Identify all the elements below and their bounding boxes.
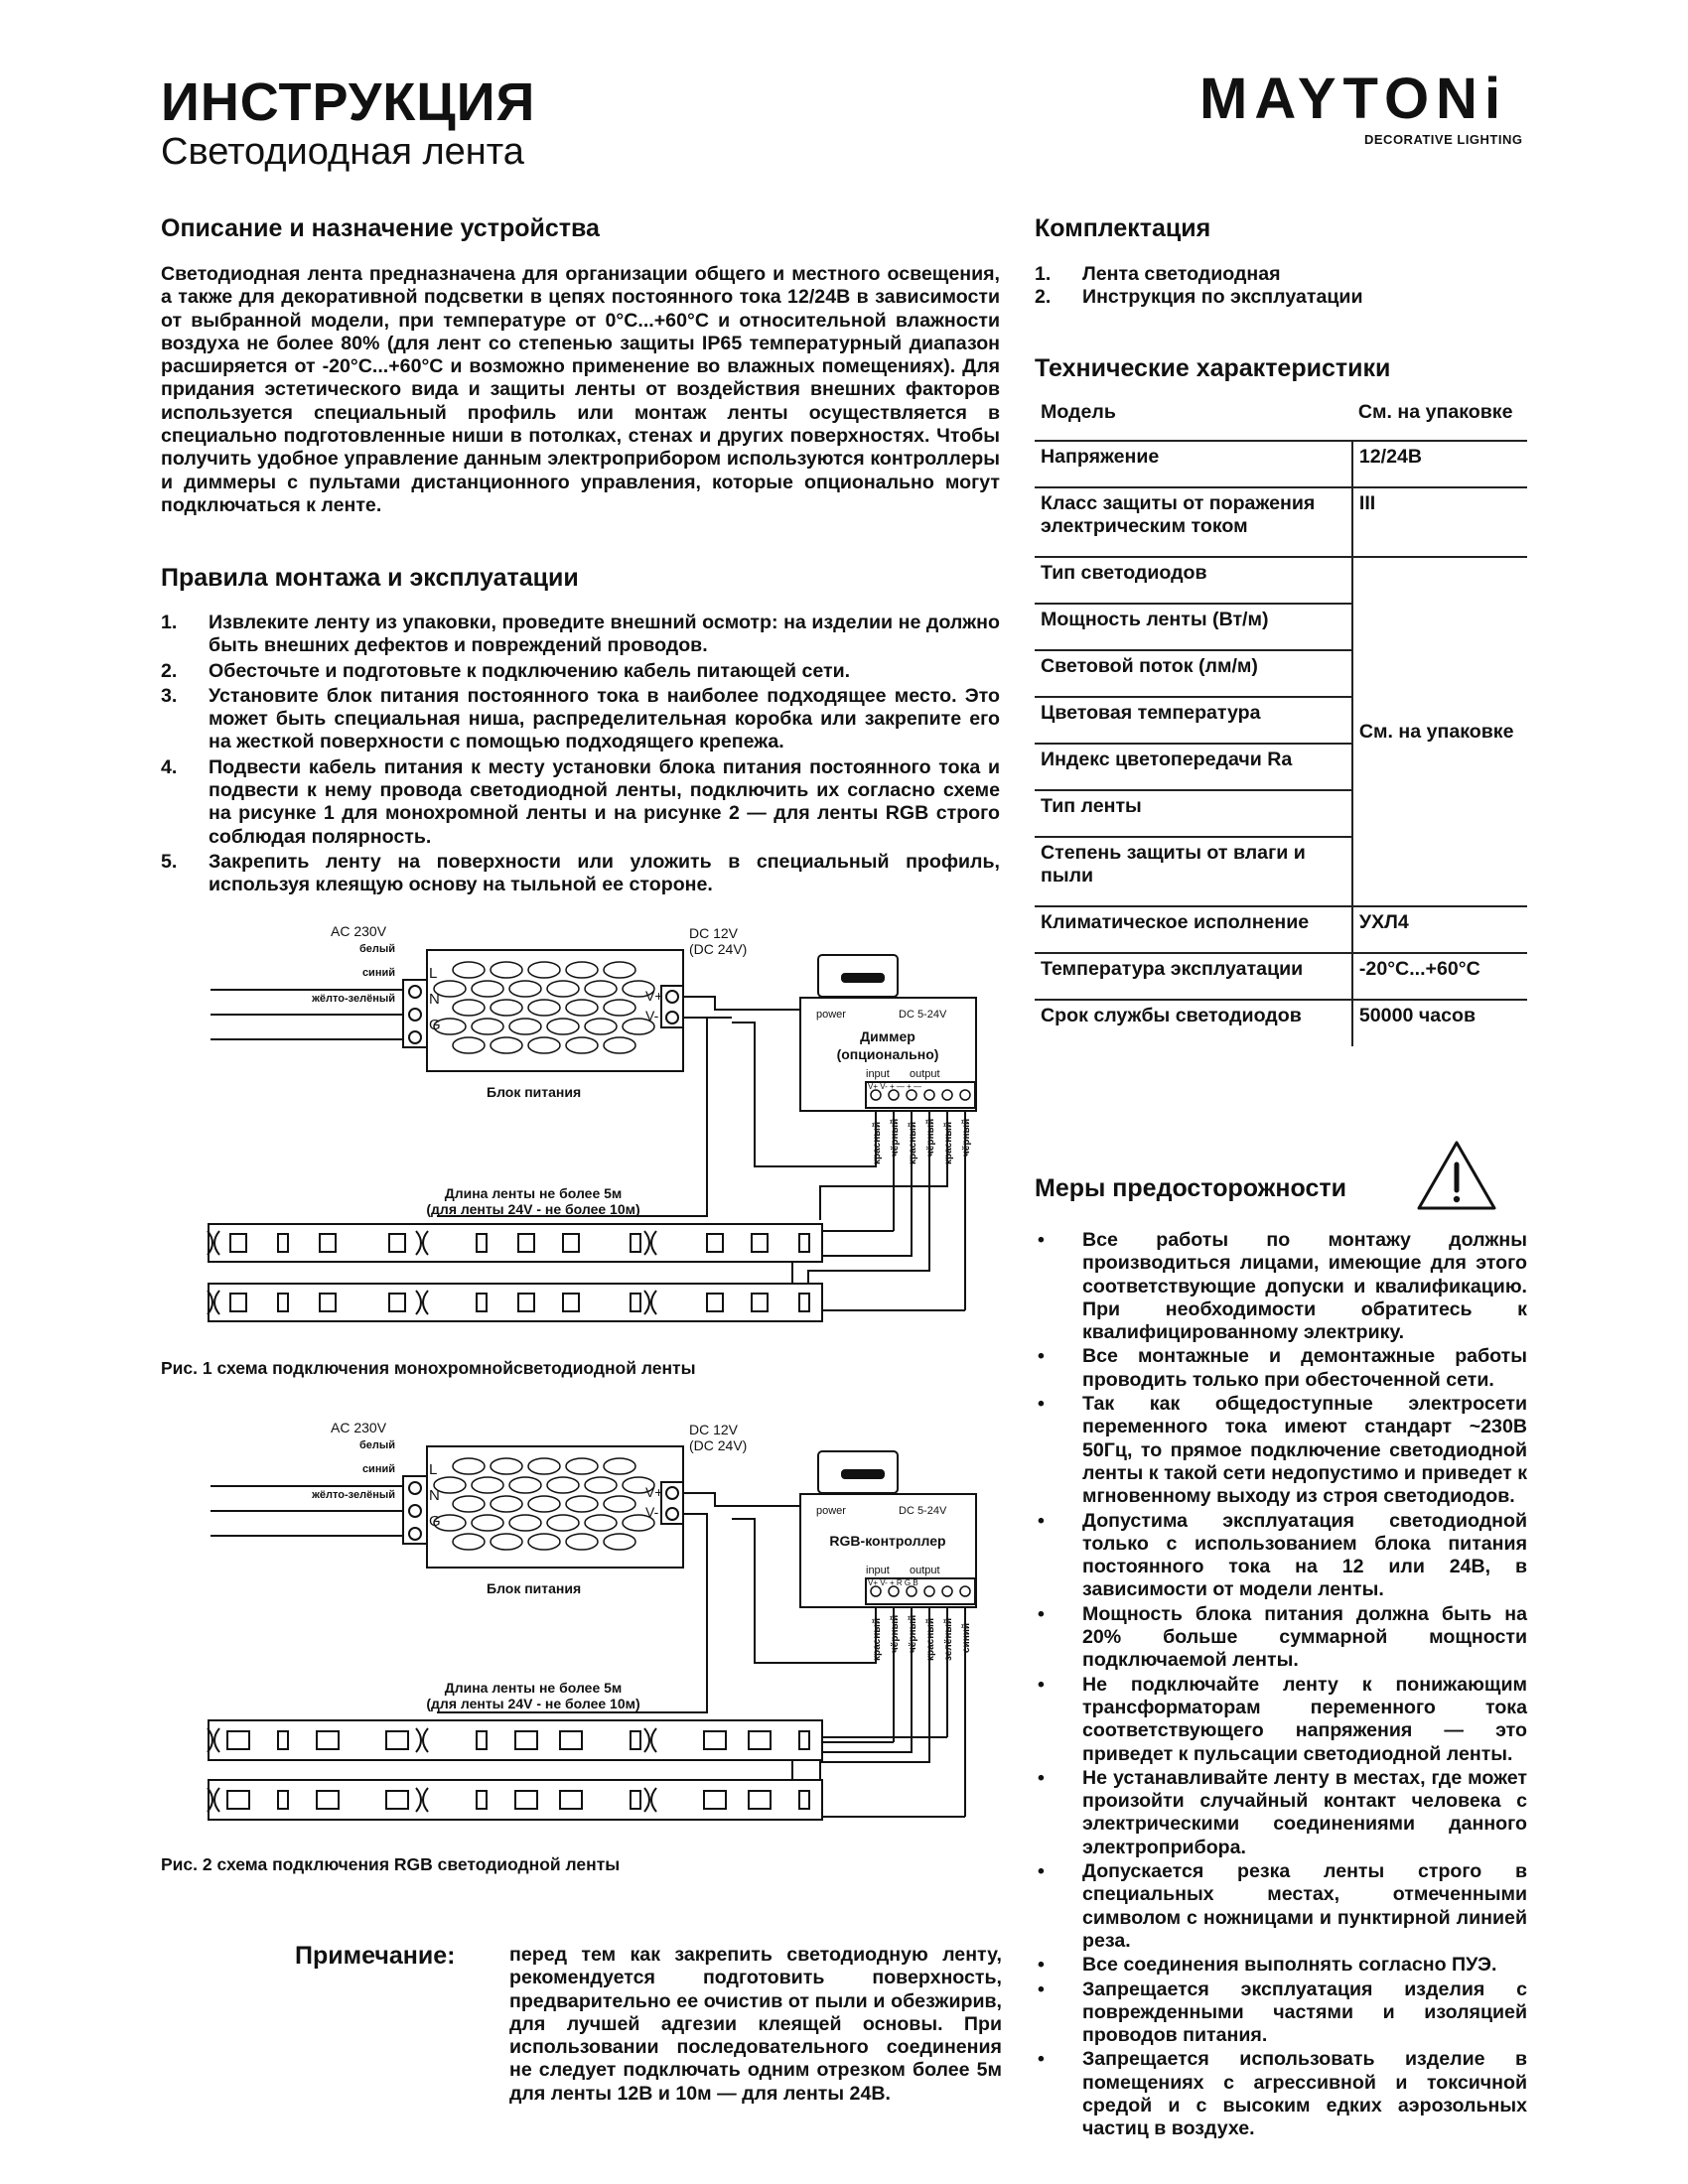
svg-text:AC 230V: AC 230V <box>331 1420 387 1435</box>
page-subtitle: Светодиодная лента <box>161 131 524 173</box>
svg-text:output: output <box>910 1565 940 1576</box>
wiring-diagram-mono <box>199 918 1003 1345</box>
svg-text:power: power <box>816 1505 846 1517</box>
list-item: 3. Установите блок питания постоянного тока в наиболее подходящее место. Это может быть специальная ниша, распределительная коробка или закрепите его на жесткой поверхности с помощью подходящего крепежа. <box>161 684 1000 753</box>
svg-text:синий: синий <box>961 1622 972 1653</box>
list-item: • Не подключайте ленту к понижающим трансформаторам переменного тока соответствующего напряжения — это приведет к пульсации светодиодной ленты. <box>1038 1673 1527 1765</box>
svg-text:(DC 24V): (DC 24V) <box>689 1437 748 1453</box>
svg-text:Диммер: Диммер <box>860 1028 915 1044</box>
precautions-list <box>1035 1229 1527 2142</box>
list-item: 2. Инструкция по эксплуатации <box>1035 286 1363 309</box>
table-row: Напряжение 12/24В <box>1035 441 1527 487</box>
svg-text:RGB-контроллер: RGB-контроллер <box>829 1533 946 1549</box>
svg-text:синий: синий <box>361 967 395 979</box>
warning-icon <box>1415 1139 1498 1212</box>
svg-text:N: N <box>429 1487 440 1504</box>
svg-text:Блок питания: Блок питания <box>487 1084 582 1100</box>
svg-text:V-: V- <box>645 1504 659 1520</box>
table-row: Световой поток (лм/м) <box>1035 650 1527 697</box>
svg-text:output: output <box>910 1068 940 1080</box>
specs-table <box>1035 397 1527 1046</box>
svg-text:чёрный: чёрный <box>890 1118 901 1157</box>
list-item: • Допускается резка ленты строго в специальных местах, отмеченными символом с ножницами и пунктирной линией реза. <box>1038 1860 1527 1952</box>
svg-text:чёрный: чёрный <box>908 1614 918 1653</box>
description-heading: Описание и назначение устройства <box>161 214 600 242</box>
svg-text:зелёный: зелёный <box>943 1617 954 1661</box>
svg-text:L: L <box>429 965 438 982</box>
list-item: • Не устанавливайте ленту в местах, где может произойти случайный контакт человека с электрическими соединениями данного электроприбора. <box>1038 1766 1527 1858</box>
list-item: 4. Подвести кабель питания к месту установки блока питания постоянного тока и подвести к нему провода светодиодной ленты, подключить их согласно схеме на рисунке 1 для монохромной ленты и на рисунке 2 — для ленты RGB строго соблюдая полярность. <box>161 755 1000 848</box>
table-row: Класс защиты от поражения электрическим током III <box>1035 487 1527 557</box>
svg-text:DC 12V: DC 12V <box>689 1422 739 1437</box>
list-item: • Все работы по монтажу должны производиться лицами, имеющие для этого соответствующие допуски и квалификацию. При необходимости обратитесь к квалифицированному электрику. <box>1038 1229 1527 1344</box>
description-text: Светодиодная лента предназначена для организации общего и местного освещения, а также для декоративной подсветки в цепях постоянного тока 12/24В в зависимости от выбранной модели, при температуре от 0°С...+60°С и относительной влажности воздуха не более 80% (для лент со степенью защиты IP65 температурный диапазон расширяется от -20°С...+60°С и возможно применение во влажных помещениях). Для придания эстетического вида и защиты ленты от воздействия внешних факторов используется специальный профиль или монтаж ленты осуществляется в специально подготовленные ниши в потолках, стенах и других поверхностях. Чтобы получить удобное управление данным электроприбором используются контроллеры и диммеры с пультами дистанционного управления, которые опционально могут подключаться к ленте. <box>161 263 1000 516</box>
svg-text:(для ленты 24V - не более 10м): (для ленты 24V - не более 10м) <box>426 1201 640 1217</box>
svg-text:Длина ленты не более 5м: Длина ленты не более 5м <box>444 1680 623 1696</box>
kit-list <box>1035 263 1527 312</box>
brand-tagline: DECORATIVE LIGHTING <box>1364 132 1523 147</box>
svg-text:DC 5-24V: DC 5-24V <box>899 1009 947 1021</box>
table-row: Мощность ленты (Вт/м) <box>1035 604 1527 650</box>
wiring-diagram-rgb <box>199 1415 1003 1842</box>
svg-text:AC 230V: AC 230V <box>331 923 387 939</box>
table-row: Тип ленты <box>1035 790 1527 837</box>
svg-text:красный: красный <box>908 1122 918 1164</box>
svg-text:V-: V- <box>645 1008 659 1024</box>
svg-text:белый: белый <box>358 1439 395 1451</box>
table-row: Срок службы светодиодов 50000 часов <box>1035 1000 1527 1046</box>
svg-text:V+: V+ <box>645 1484 663 1500</box>
list-item: • Так как общедоступные электросети переменного тока имеют стандарт ~230В 50Гц, то прямое подключение светодиодной ленты к такой сети недопустимо и приведет к мгновенному выходу из строя светодиодов. <box>1038 1393 1527 1508</box>
svg-text:V+ V- + R G B: V+ V- + R G B <box>868 1578 918 1587</box>
svg-text:V+ V- + — + —: V+ V- + — + — <box>868 1082 922 1091</box>
list-item: 2. Обесточьте и подготовьте к подключению кабель питающей сети. <box>161 659 851 682</box>
kit-heading: Комплектация <box>1035 214 1211 242</box>
mounting-heading: Правила монтажа и эксплуатации <box>161 564 579 592</box>
figure-caption-1: Рис. 1 схема подключения монохромнойсветодиодной ленты <box>161 1358 696 1378</box>
table-row: Цветовая температура <box>1035 697 1527 744</box>
svg-text:input: input <box>866 1565 890 1576</box>
list-item: 1. Лента светодиодная <box>1035 263 1281 285</box>
svg-text:красный: красный <box>925 1618 936 1661</box>
svg-text:L: L <box>429 1461 438 1478</box>
svg-text:(DC 24V): (DC 24V) <box>689 941 748 957</box>
svg-text:input: input <box>866 1068 890 1080</box>
list-item: 1. Извлеките ленту из упаковки, проведите внешний осмотр: на изделии не должно быть внешних дефектов и повреждений проводов. <box>161 612 1000 657</box>
svg-text:Блок питания: Блок питания <box>487 1580 582 1596</box>
mounting-list <box>161 612 1000 899</box>
svg-text:DC 5-24V: DC 5-24V <box>899 1505 947 1517</box>
list-item: • Все соединения выполнять согласно ПУЭ. <box>1038 1954 1497 1977</box>
svg-text:Длина ленты не более 5м: Длина ленты не более 5м <box>444 1185 623 1201</box>
svg-text:(для ленты 24V - не более 10м): (для ленты 24V - не более 10м) <box>426 1696 640 1711</box>
page-title: ИНСТРУКЦИЯ <box>161 72 536 132</box>
svg-text:(опционально): (опционально) <box>836 1046 939 1062</box>
table-row: Климатическое исполнение УХЛ4 <box>1035 906 1527 953</box>
table-row: Степень защиты от влаги и пыли <box>1035 837 1527 906</box>
precautions-heading: Меры предосторожности <box>1035 1174 1346 1202</box>
svg-text:G: G <box>429 1017 441 1033</box>
svg-text:V+: V+ <box>645 988 663 1004</box>
list-item: • Все монтажные и демонтажные работы проводить только при обесточенной сети. <box>1038 1345 1527 1391</box>
table-row: Температура эксплуатации -20°С...+60°С <box>1035 953 1527 1000</box>
svg-text:жёлто-зелёный: жёлто-зелёный <box>312 1489 395 1501</box>
svg-text:DC 12V: DC 12V <box>689 925 739 941</box>
list-item: • Запрещается использовать изделие в помещениях с агрессивной и токсичной средой и с высоким едких аэрозольных частиц в воздухе. <box>1038 2048 1527 2140</box>
svg-text:чёрный: чёрный <box>961 1118 972 1157</box>
svg-text:красный: красный <box>872 1122 883 1164</box>
svg-text:чёрный: чёрный <box>890 1614 901 1653</box>
specs-heading: Технические характеристики <box>1035 354 1391 382</box>
svg-text:G: G <box>429 1513 441 1530</box>
svg-text:N: N <box>429 991 440 1008</box>
note-label: Примечание: <box>295 1942 456 1970</box>
svg-text:красный: красный <box>872 1618 883 1661</box>
svg-text:красный: красный <box>943 1122 954 1164</box>
note-text: перед тем как закрепить светодиодную ленту, рекомендуется подготовить поверхность, предварительно ее очистив от пыли и обезжирив, для лучшей адгезии клеящей основы. При использовании последовательного соединения не следует подключать одним отрезком более 5м для ленты 12В и 10м — для ленты 24В. <box>509 1944 1002 2105</box>
list-item: 5. Закрепить ленту на поверхности или уложить в специальный профиль, используя клеящую основу на тыльной ее стороне. <box>161 850 1000 896</box>
svg-text:power: power <box>816 1009 846 1021</box>
list-item: • Запрещается эксплуатация изделия с поврежденными частями и изоляцией проводов питания. <box>1038 1978 1527 2047</box>
list-item: • Мощность блока питания должна быть на 20% больше суммарной мощности подключаемой ленты. <box>1038 1602 1527 1672</box>
table-row: Модель См. на упаковке <box>1035 397 1527 441</box>
svg-text:чёрный: чёрный <box>925 1118 936 1157</box>
table-row: Тип светодиодов См. на упаковке <box>1035 557 1527 604</box>
merged-value: См. на упаковке <box>1352 557 1527 906</box>
table-row: Индекс цветопередачи Ra <box>1035 744 1527 790</box>
svg-text:белый: белый <box>358 943 395 955</box>
figure-caption-2: Рис. 2 схема подключения RGB светодиодной ленты <box>161 1854 621 1874</box>
list-item: • Допустима эксплуатация светодиодной только с использованием блока питания постоянного тока на 12 или 24В, в зависимости от модели ленты. <box>1038 1509 1527 1601</box>
svg-text:синий: синий <box>361 1463 395 1475</box>
svg-text:жёлто-зелёный: жёлто-зелёный <box>312 993 395 1005</box>
brand-logo: MAYTONi <box>1199 67 1508 131</box>
